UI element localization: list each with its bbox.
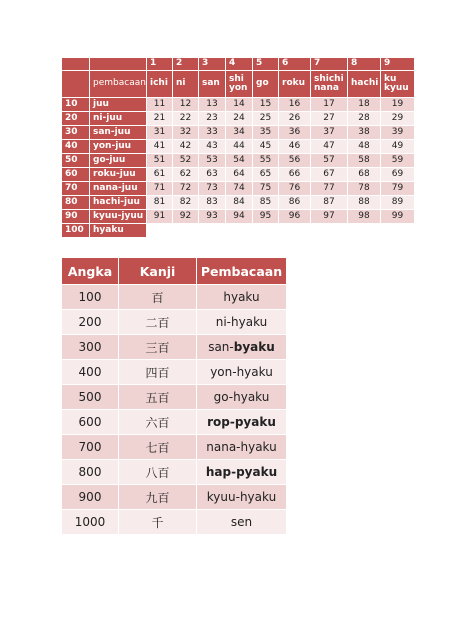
reading-emphasis: byaku — [233, 340, 275, 354]
hundreds-row — [62, 460, 287, 485]
reading-text: sen — [230, 515, 253, 529]
digit-header: 4 — [226, 58, 253, 71]
pembacaan-cell — [197, 460, 287, 485]
row-tens-reading: yon-juu — [90, 140, 147, 154]
hundreds-row — [62, 435, 287, 460]
digit-reading-header: ichi — [147, 71, 173, 98]
grid-cell: 58 — [348, 154, 381, 168]
grid-cell: 17 — [311, 98, 348, 112]
grid-cell: 29 — [381, 112, 415, 126]
grid-cell: 63 — [199, 168, 226, 182]
pembacaan-cell — [197, 285, 287, 310]
digit-header: 1 — [147, 58, 173, 71]
hundreds-row — [62, 310, 287, 335]
grid-cell: 38 — [348, 126, 381, 140]
hundreds-body — [62, 285, 287, 535]
pembacaan-cell — [197, 510, 287, 535]
reading-text: san- — [208, 340, 234, 354]
grid-cell: 54 — [226, 154, 253, 168]
digit-reading-header: ku kyuu — [381, 71, 415, 98]
grid-row — [62, 112, 415, 126]
grid-cell: 28 — [348, 112, 381, 126]
angka-cell: 1000 — [62, 510, 119, 535]
hundreds-row — [62, 410, 287, 435]
reading-text: nana-hyaku — [206, 440, 277, 454]
grid-cell: 21 — [147, 112, 173, 126]
hundreds-row — [62, 285, 287, 310]
row-tens-reading: go-juu — [90, 154, 147, 168]
digit-header: 3 — [199, 58, 226, 71]
digit-reading-header: shi yon — [226, 71, 253, 98]
grid-cell: 33 — [199, 126, 226, 140]
grid-cell: 37 — [311, 126, 348, 140]
kanji-cell: 四百 — [119, 360, 197, 385]
digit-reading-header: ni — [173, 71, 199, 98]
row-tens-reading: nana-juu — [90, 182, 147, 196]
angka-cell: 100 — [62, 285, 119, 310]
grid-corner-cell — [62, 58, 90, 71]
grid-cell — [381, 224, 415, 238]
grid-cell: 19 — [381, 98, 415, 112]
row-tens-number: 10 — [62, 98, 90, 112]
grid-cell: 34 — [226, 126, 253, 140]
row-tens-number: 70 — [62, 182, 90, 196]
reading-text: kyuu-hyaku — [206, 490, 277, 504]
row-tens-reading: ni-juu — [90, 112, 147, 126]
grid-cell: 31 — [147, 126, 173, 140]
grid-cell: 14 — [226, 98, 253, 112]
row-tens-reading: kyuu-jyuu — [90, 210, 147, 224]
angka-cell: 600 — [62, 410, 119, 435]
kanji-cell: 二百 — [119, 310, 197, 335]
hundreds-row — [62, 385, 287, 410]
grid-cell: 71 — [147, 182, 173, 196]
grid-cell: 64 — [226, 168, 253, 182]
grid-cell: 83 — [199, 196, 226, 210]
header-pembacaan: Pembacaan — [197, 258, 287, 285]
hundreds-row — [62, 485, 287, 510]
grid-cell: 84 — [226, 196, 253, 210]
grid-cell: 73 — [199, 182, 226, 196]
grid-row — [62, 126, 415, 140]
digit-reading-header: hachi — [348, 71, 381, 98]
grid-cell: 57 — [311, 154, 348, 168]
grid-header-readings-row — [62, 71, 415, 98]
digit-reading-header: shichi nana — [311, 71, 348, 98]
grid-cell: 36 — [279, 126, 311, 140]
row-tens-number: 80 — [62, 196, 90, 210]
grid-body — [62, 58, 415, 238]
grid-cell: 25 — [253, 112, 279, 126]
grid-corner-cell — [90, 58, 147, 71]
kanji-cell: 千 — [119, 510, 197, 535]
angka-cell: 300 — [62, 335, 119, 360]
pembacaan-cell — [197, 385, 287, 410]
row-tens-number: 40 — [62, 140, 90, 154]
grid-cell: 16 — [279, 98, 311, 112]
kanji-cell: 六百 — [119, 410, 197, 435]
reading-text: yon-hyaku — [210, 365, 273, 379]
grid-cell: 46 — [279, 140, 311, 154]
grid-cell: 48 — [348, 140, 381, 154]
angka-cell: 400 — [62, 360, 119, 385]
reading-emphasis: rop-pyaku — [207, 415, 276, 429]
grid-cell: 92 — [173, 210, 199, 224]
grid-cell: 74 — [226, 182, 253, 196]
grid-cell — [348, 224, 381, 238]
grid-cell: 62 — [173, 168, 199, 182]
row-tens-reading: roku-juu — [90, 168, 147, 182]
grid-cell: 67 — [311, 168, 348, 182]
grid-cell: 59 — [381, 154, 415, 168]
row-tens-number: 30 — [62, 126, 90, 140]
number-reading-grid — [61, 57, 415, 238]
grid-cell: 78 — [348, 182, 381, 196]
row-tens-reading: hyaku — [90, 224, 147, 238]
grid-cell: 96 — [279, 210, 311, 224]
hundreds-row — [62, 360, 287, 385]
grid-cell — [253, 224, 279, 238]
row-tens-number: 50 — [62, 154, 90, 168]
pembacaan-cell — [197, 310, 287, 335]
hundreds-header-row — [62, 258, 287, 285]
grid-row — [62, 224, 415, 238]
grid-row — [62, 182, 415, 196]
grid-cell: 39 — [381, 126, 415, 140]
grid-cell: 85 — [253, 196, 279, 210]
pembacaan-cell — [197, 435, 287, 460]
row-tens-number: 20 — [62, 112, 90, 126]
grid-cell — [226, 224, 253, 238]
grid-row — [62, 210, 415, 224]
grid-cell — [199, 224, 226, 238]
grid-cell: 45 — [253, 140, 279, 154]
kanji-cell: 七百 — [119, 435, 197, 460]
grid-cell: 35 — [253, 126, 279, 140]
angka-cell: 800 — [62, 460, 119, 485]
reading-text: go-hyaku — [213, 390, 270, 404]
grid-cell: 79 — [381, 182, 415, 196]
grid-cell — [311, 224, 348, 238]
grid-cell: 88 — [348, 196, 381, 210]
grid-row — [62, 168, 415, 182]
digit-reading-header: go — [253, 71, 279, 98]
pembacaan-cell — [197, 410, 287, 435]
digit-header: 7 — [311, 58, 348, 71]
digit-header: 2 — [173, 58, 199, 71]
hundreds-table — [61, 257, 287, 535]
row-tens-reading: juu — [90, 98, 147, 112]
digit-header: 6 — [279, 58, 311, 71]
grid-cell: 68 — [348, 168, 381, 182]
kanji-cell: 三百 — [119, 335, 197, 360]
grid-cell: 95 — [253, 210, 279, 224]
grid-cell: 72 — [173, 182, 199, 196]
pembacaan-cell — [197, 360, 287, 385]
grid-row — [62, 196, 415, 210]
grid-row — [62, 98, 415, 112]
digit-reading-header: san — [199, 71, 226, 98]
grid-cell — [147, 224, 173, 238]
reading-text: hyaku — [223, 290, 260, 304]
grid-cell: 86 — [279, 196, 311, 210]
grid-cell: 98 — [348, 210, 381, 224]
grid-cell: 97 — [311, 210, 348, 224]
angka-cell: 700 — [62, 435, 119, 460]
digit-reading-header: roku — [279, 71, 311, 98]
row-tens-reading: hachi-juu — [90, 196, 147, 210]
grid-cell: 24 — [226, 112, 253, 126]
grid-cell: 66 — [279, 168, 311, 182]
grid-cell: 55 — [253, 154, 279, 168]
grid-cell: 18 — [348, 98, 381, 112]
grid-cell: 75 — [253, 182, 279, 196]
pembacaan-cell — [197, 335, 287, 360]
reading-emphasis: hap-pyaku — [205, 465, 278, 479]
grid-cell: 91 — [147, 210, 173, 224]
grid-cell: 81 — [147, 196, 173, 210]
grid-cell: 93 — [199, 210, 226, 224]
grid-row — [62, 140, 415, 154]
digit-header: 5 — [253, 58, 279, 71]
row-tens-number: 100 — [62, 224, 90, 238]
grid-cell: 11 — [147, 98, 173, 112]
row-tens-number: 60 — [62, 168, 90, 182]
grid-cell: 53 — [199, 154, 226, 168]
digit-header: 8 — [348, 58, 381, 71]
angka-cell: 200 — [62, 310, 119, 335]
grid-corner-cell — [62, 71, 90, 98]
grid-cell: 27 — [311, 112, 348, 126]
hundreds-row — [62, 510, 287, 535]
grid-cell: 12 — [173, 98, 199, 112]
kanji-cell: 五百 — [119, 385, 197, 410]
digit-header: 9 — [381, 58, 415, 71]
header-kanji: Kanji — [119, 258, 197, 285]
pembacaan-header: pembacaan — [90, 71, 147, 98]
kanji-cell: 九百 — [119, 485, 197, 510]
grid-cell: 51 — [147, 154, 173, 168]
grid-cell: 76 — [279, 182, 311, 196]
grid-cell: 43 — [199, 140, 226, 154]
angka-cell: 900 — [62, 485, 119, 510]
grid-cell: 52 — [173, 154, 199, 168]
angka-cell: 500 — [62, 385, 119, 410]
hundreds-row — [62, 335, 287, 360]
header-angka: Angka — [62, 258, 119, 285]
grid-cell — [279, 224, 311, 238]
grid-row — [62, 154, 415, 168]
grid-cell: 47 — [311, 140, 348, 154]
grid-cell: 26 — [279, 112, 311, 126]
grid-cell: 23 — [199, 112, 226, 126]
grid-cell: 56 — [279, 154, 311, 168]
grid-cell: 94 — [226, 210, 253, 224]
grid-cell: 44 — [226, 140, 253, 154]
grid-cell: 13 — [199, 98, 226, 112]
grid-cell — [173, 224, 199, 238]
reading-text: ni-hyaku — [215, 315, 268, 329]
grid-cell: 82 — [173, 196, 199, 210]
grid-header-digits-row — [62, 58, 415, 71]
grid-cell: 89 — [381, 196, 415, 210]
grid-cell: 77 — [311, 182, 348, 196]
pembacaan-cell — [197, 485, 287, 510]
grid-cell: 65 — [253, 168, 279, 182]
grid-cell: 15 — [253, 98, 279, 112]
grid-cell: 32 — [173, 126, 199, 140]
kanji-cell: 八百 — [119, 460, 197, 485]
grid-cell: 69 — [381, 168, 415, 182]
grid-cell: 42 — [173, 140, 199, 154]
grid-cell: 99 — [381, 210, 415, 224]
grid-cell: 87 — [311, 196, 348, 210]
grid-cell: 22 — [173, 112, 199, 126]
grid-cell: 61 — [147, 168, 173, 182]
row-tens-reading: san-juu — [90, 126, 147, 140]
row-tens-number: 90 — [62, 210, 90, 224]
kanji-cell: 百 — [119, 285, 197, 310]
grid-cell: 41 — [147, 140, 173, 154]
grid-cell: 49 — [381, 140, 415, 154]
